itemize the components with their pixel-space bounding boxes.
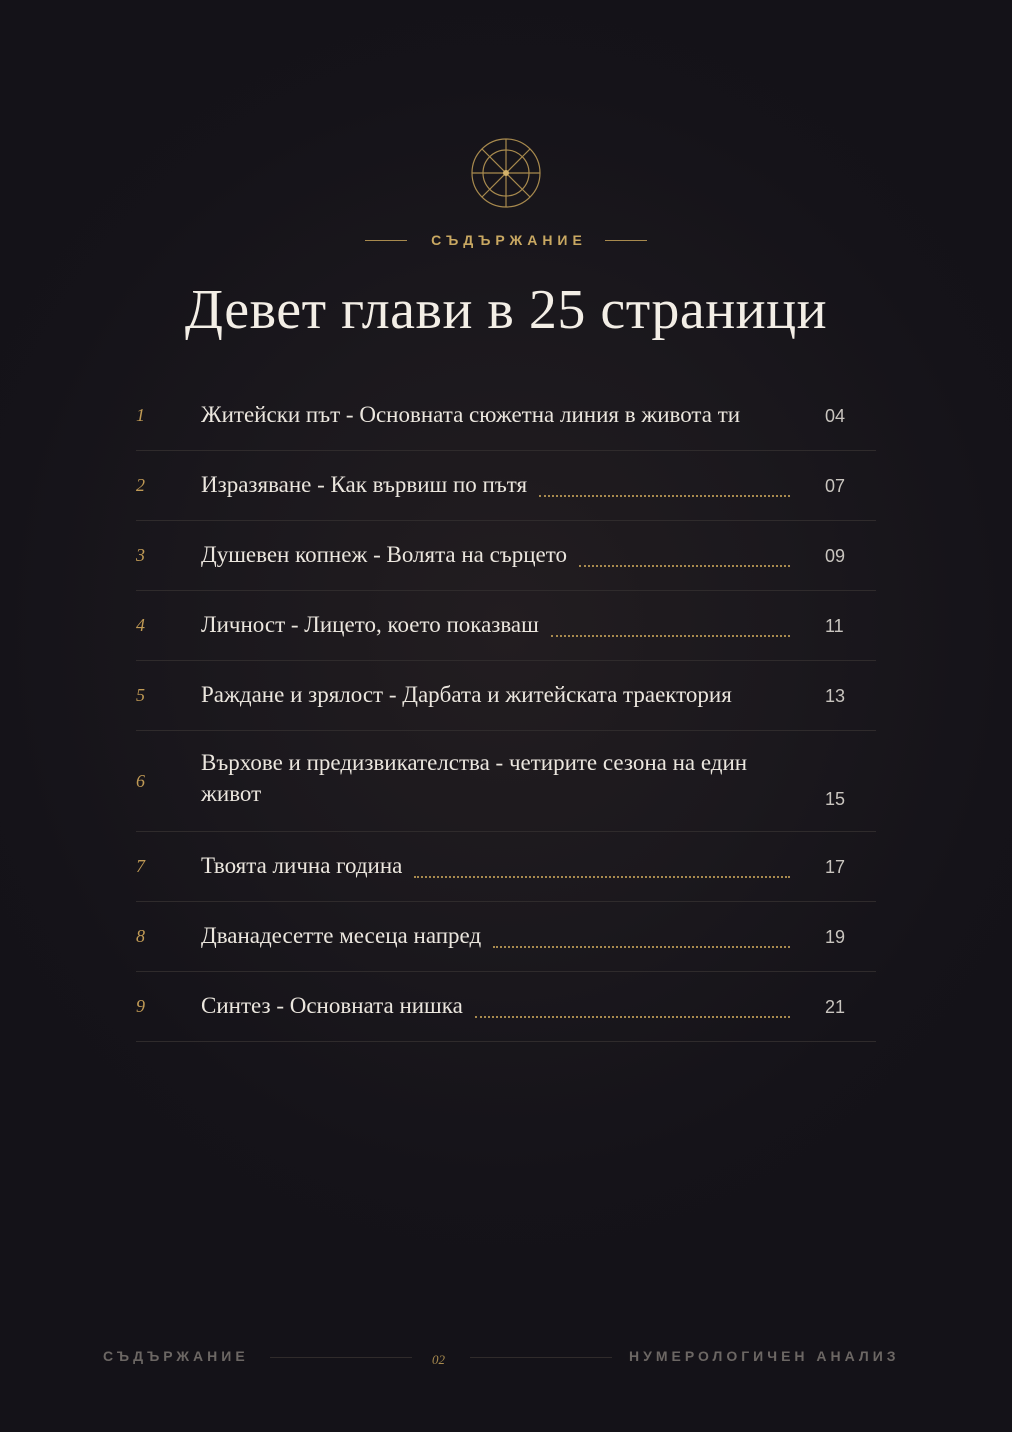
chapter-number: 9 bbox=[136, 996, 145, 1016]
dot-leader bbox=[414, 876, 790, 878]
table-of-contents bbox=[136, 381, 876, 1042]
footer-rule-left bbox=[270, 1357, 412, 1358]
kicker-rule-left bbox=[365, 240, 407, 241]
toc-row[interactable] bbox=[136, 591, 876, 661]
toc-row[interactable] bbox=[136, 902, 876, 972]
footer-section-label: СЪДЪРЖАНИЕ bbox=[103, 1348, 249, 1364]
footer-page-number: 02 bbox=[432, 1352, 445, 1367]
compass-wheel-icon bbox=[470, 137, 542, 209]
chapter-title: Душевен копнеж - Волята на сърцето bbox=[201, 542, 568, 567]
chapter-number: 2 bbox=[136, 475, 145, 495]
chapter-title: Личност - Лицето, което показваш bbox=[201, 612, 539, 637]
chapter-title: Житейски път - Основната сюжетна линия в живота ти bbox=[201, 402, 741, 427]
page-title: Девет глави в 25 страници bbox=[184, 279, 828, 341]
dot-leader bbox=[579, 565, 790, 567]
chapter-number: 7 bbox=[136, 856, 145, 876]
chapter-page: 09 bbox=[825, 546, 846, 566]
section-kicker: СЪДЪРЖАНИЕ bbox=[431, 232, 587, 248]
chapter-title: Синтез - Основната нишка bbox=[201, 993, 463, 1018]
chapter-number: 6 bbox=[136, 771, 145, 791]
kicker-row bbox=[0, 230, 1012, 250]
chapter-title: Раждане и зрялост - Дарбата и житейската траектория bbox=[201, 682, 732, 707]
toc-row[interactable] bbox=[136, 731, 876, 832]
toc-row[interactable] bbox=[136, 521, 876, 591]
footer-document-label: НУМЕРОЛОГИЧЕН АНАЛИЗ bbox=[629, 1348, 900, 1364]
chapter-page: 11 bbox=[825, 616, 844, 636]
chapter-number: 8 bbox=[136, 926, 145, 946]
chapter-number: 3 bbox=[136, 545, 145, 565]
chapter-page: 17 bbox=[825, 857, 846, 877]
toc-row[interactable] bbox=[136, 972, 876, 1042]
chapter-page: 19 bbox=[825, 927, 846, 947]
chapter-page: 07 bbox=[825, 476, 846, 496]
toc-row[interactable] bbox=[136, 451, 876, 521]
kicker-rule-right bbox=[605, 240, 647, 241]
chapter-page: 15 bbox=[825, 789, 846, 809]
footer-rule-right bbox=[470, 1357, 612, 1358]
chapter-title: Дванадесетте месеца напред bbox=[201, 923, 482, 948]
chapter-page: 13 bbox=[825, 686, 846, 706]
toc-row[interactable] bbox=[136, 661, 876, 731]
chapter-title: Твоята лична година bbox=[201, 853, 403, 878]
dot-leader bbox=[551, 635, 790, 637]
chapter-page: 04 bbox=[825, 406, 846, 426]
chapter-number: 1 bbox=[136, 405, 145, 425]
toc-row[interactable] bbox=[136, 381, 876, 451]
chapter-page: 21 bbox=[825, 997, 846, 1017]
chapter-title: Върхове и предизвикателства - четирите сезона на един живот bbox=[201, 750, 748, 806]
toc-row[interactable] bbox=[136, 832, 876, 902]
dot-leader bbox=[475, 1016, 790, 1018]
dot-leader bbox=[493, 946, 790, 948]
dot-leader bbox=[539, 495, 790, 497]
chapter-number: 5 bbox=[136, 685, 145, 705]
chapter-number: 4 bbox=[136, 615, 145, 635]
chapter-title: Изразяване - Как вървиш по пътя bbox=[201, 472, 528, 497]
